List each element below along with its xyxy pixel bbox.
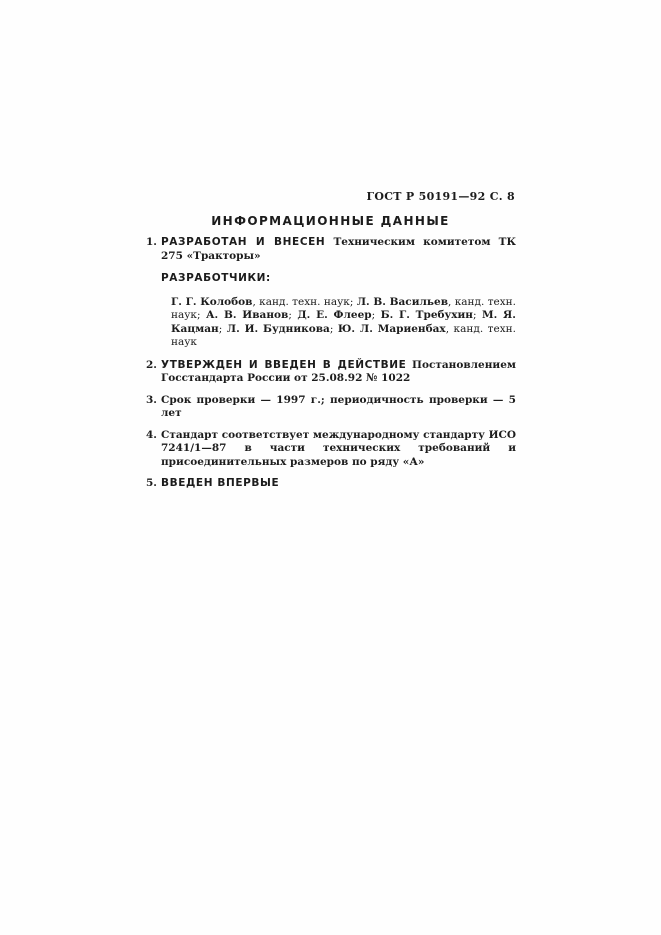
page-title: ИНФОРМАЦИОННЫЕ ДАННЫЕ	[211, 214, 450, 228]
developer-name: Л. И. Будникова	[226, 322, 330, 335]
list-item-1	[146, 236, 516, 263]
developers-heading: РАЗРАБОТЧИКИ:	[161, 272, 271, 284]
item-heading: УТВЕРЖДЕН И ВВЕДЕН В ДЕЙСТВИЕ	[161, 358, 407, 371]
developers-list	[171, 296, 516, 350]
list-item-5	[146, 477, 516, 491]
item-number: 3.	[146, 393, 157, 406]
developer-name: М. Я. Кацман	[171, 309, 516, 335]
developer-name: Б. Г. Требухин	[380, 309, 473, 321]
item-body	[161, 429, 516, 470]
item-heading: ВВЕДЕН ВПЕРВЫЕ	[161, 477, 280, 489]
item-number: 5.	[146, 477, 157, 489]
developer-name: Л. В. Васильев	[356, 295, 448, 308]
item-number: 4.	[146, 428, 157, 441]
item-body	[161, 359, 516, 386]
developer-name: Г. Г. Колобов	[171, 295, 253, 308]
item-heading: РАЗРАБОТАН И ВНЕСЕН	[161, 236, 326, 248]
developer-note: ;	[329, 322, 338, 335]
standard-code-header: ГОСТ Р 50191—92 С. 8	[366, 190, 515, 203]
list-item-2	[146, 359, 516, 386]
developer-note: ;	[472, 309, 482, 321]
developer-note: , канд. техн. наук;	[171, 295, 516, 321]
developer-note: ;	[371, 309, 381, 321]
list-item-3	[146, 394, 516, 421]
item-body	[161, 236, 516, 263]
developer-name: Ю. Л. Мариенбах	[337, 322, 446, 335]
item-body	[161, 477, 516, 491]
item-text: Постановлением Госстандарта России от 25.08.92 № 1022	[161, 358, 517, 384]
item-text: Техническим комитетом ТК 275 «Тракторы»	[161, 236, 516, 262]
developer-name: А. В. Иванов	[206, 309, 289, 321]
developer-name: Д. Е. Флеер	[297, 309, 372, 321]
developer-note: ;	[288, 309, 298, 321]
item-number: 1.	[146, 236, 157, 248]
list-item-4	[146, 429, 516, 470]
developer-note: , канд. техн. наук	[171, 322, 516, 348]
developer-note: , канд. техн. наук;	[252, 295, 357, 308]
item-text: Срок проверки — 1997 г.; периодичность проверки — 5 лет	[161, 393, 516, 419]
item-text: Стандарт соответствует международному стандарту ИСО 7241/1—87 в части технических требований и присоединительных размеров по ряду «А»	[161, 428, 516, 468]
item-body	[161, 394, 516, 421]
developer-note: ;	[218, 322, 227, 335]
info-list	[146, 236, 516, 499]
item-number: 2.	[146, 358, 157, 371]
